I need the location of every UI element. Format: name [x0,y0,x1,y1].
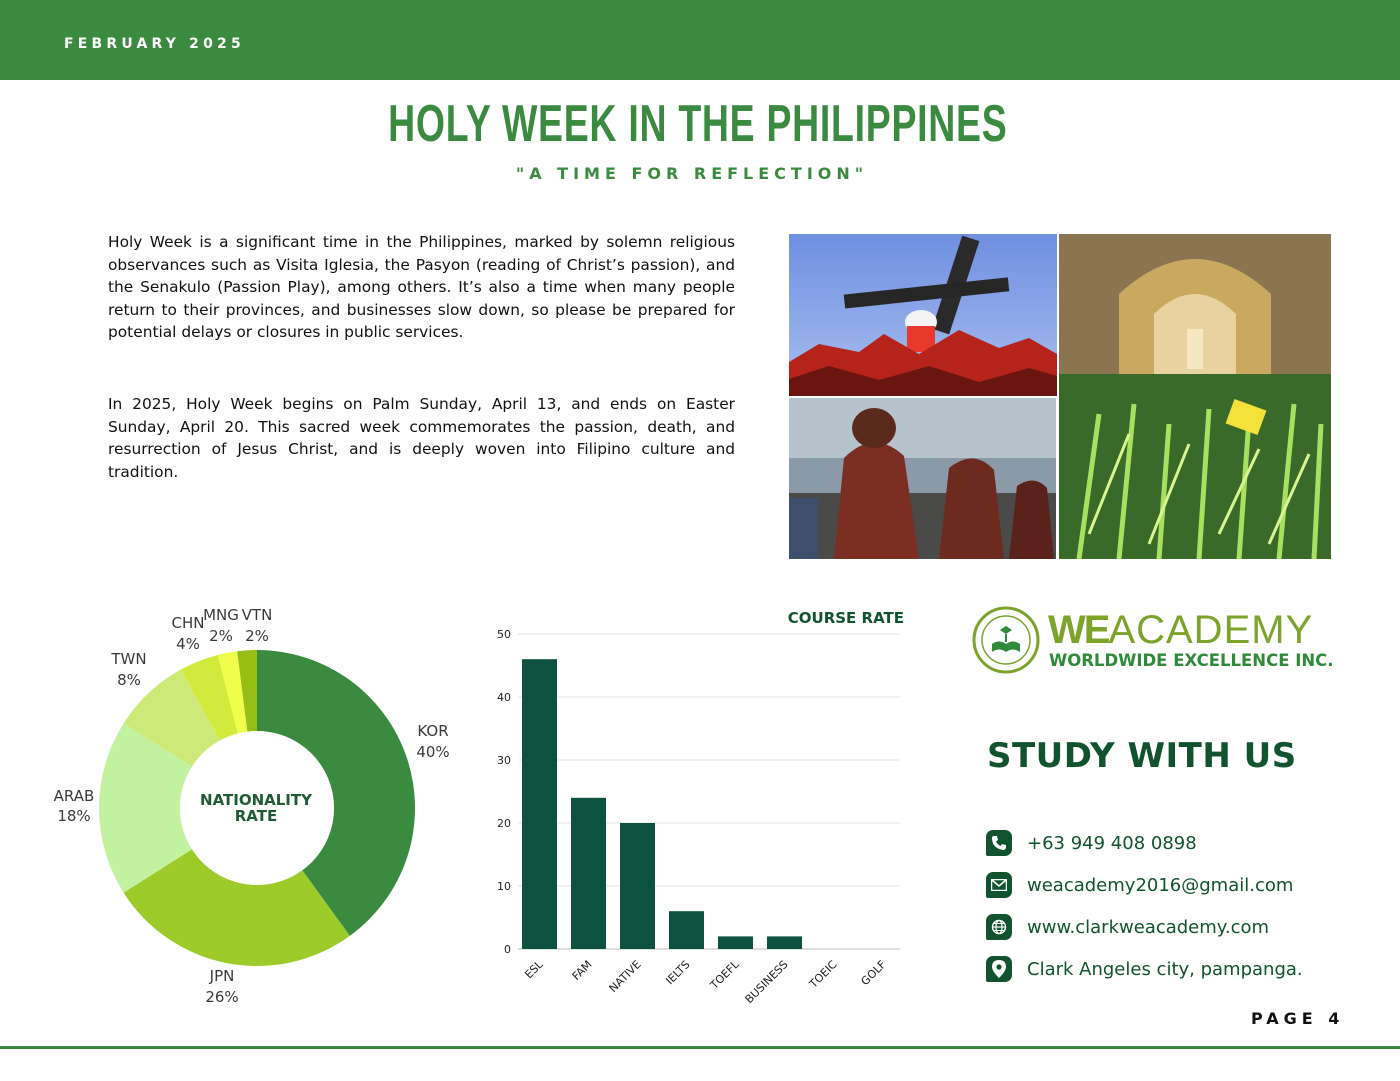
x-category-label: ESL [522,957,546,982]
pie-label-kor: KOR [417,722,449,740]
contact-phone-text: +63 949 408 0898 [1027,832,1197,854]
y-tick-label: 30 [497,754,511,767]
pie-pct-mng: 2% [209,627,233,645]
bar-business [767,936,802,949]
pie-pct-arab: 18% [57,807,91,825]
chart-title: COURSE RATE [787,609,904,627]
phone-icon [986,830,1012,856]
we-academy-logo [972,606,1342,676]
logo-wordmark [1048,608,1313,653]
contact-email[interactable] [986,871,1293,899]
contact-location-text: Clark Angeles city, pampanga. [1027,958,1303,980]
bar-esl [522,659,557,949]
pie-label-mng: MNG [203,606,239,624]
pie-pct-kor: 40% [416,743,450,761]
globe-icon [986,914,1012,940]
nationality-donut-chart [40,596,470,1016]
pie-label-chn: CHN [171,614,205,632]
y-tick-label: 10 [497,880,511,893]
pie-pct-jpn: 26% [205,988,239,1006]
logo-wordmark-rest: ACADEMY [1108,608,1314,652]
photo-collage [789,234,1331,559]
contact-location[interactable] [986,955,1303,983]
contact-phone[interactable] [986,829,1197,857]
footer-divider [0,1046,1400,1049]
x-category-label: NATIVE [606,957,644,995]
x-category-label: TOEIC [806,957,840,991]
contact-email-text: weacademy2016@gmail.com [1027,874,1294,896]
pie-label-arab: ARAB [53,787,95,805]
logo-subtitle: WORLDWIDE EXCELLENCE INC. [1049,651,1334,670]
x-category-label: BUSINESS [742,957,791,1006]
crucifixion-reenactment-photo [789,234,1057,396]
bar-toefl [718,936,753,949]
donut-center-label-line2: RATE [234,807,278,825]
mail-icon [986,872,1012,898]
y-tick-label: 20 [497,817,511,830]
pie-label-twn: TWN [111,650,147,668]
bar-fam [571,798,606,949]
location-pin-icon [986,956,1012,982]
page-subtitle: "A TIME FOR REFLECTION" [515,164,869,183]
study-with-us-heading: STUDY WITH US [987,736,1297,776]
pie-pct-vtn: 2% [245,627,269,645]
contact-website-text: www.clarkweacademy.com [1027,916,1270,938]
academy-seal-icon [972,606,1040,674]
x-category-label: IELTS [663,957,693,988]
logo-wordmark-bold: WE [1048,608,1109,652]
y-tick-label: 50 [497,628,511,641]
header-bar [0,0,1400,80]
x-category-label: FAM [569,957,595,983]
x-category-label: GOLF [858,957,889,989]
y-tick-label: 0 [504,943,511,956]
bar-native [620,823,655,949]
pie-label-jpn: JPN [209,967,235,985]
bar-ielts [669,911,704,949]
pie-label-vtn: VTN [241,606,273,624]
dates-paragraph: In 2025, Holy Week begins on Palm Sunday, April 13, and ends on Easter Sunday, April 20. This sacred week commemorates the passion, death, and resurrection of Jesus Christ, and is deeply woven into Filipino culture and tradition. [108,395,735,481]
issue-date: FEBRUARY 2025 [64,36,245,52]
page-number: PAGE 4 [1251,1009,1345,1028]
page-title: HOLY WEEK IN THE PHILIPPINES [388,95,1008,153]
donut-center-label-line1: NATIONALITY [200,791,312,809]
pie-pct-twn: 8% [117,671,141,689]
palm-sunday-church-photo [1059,234,1331,559]
pie-pct-chn: 4% [176,635,200,653]
intro-paragraph: Holy Week is a significant time in the Philippines, marked by solemn religious observances such as Visita Iglesia, the Pasyon (reading of Christ’s passion), and the Senakulo (Passion Play), among others. It’s also a time when many people return to their provinces, and businesses slow down, so please be prepared for potential delays or closures in public services. [108,233,735,341]
flagellants-procession-photo [789,398,1056,559]
y-tick-label: 40 [497,691,511,704]
x-category-label: TOEFL [707,957,742,992]
contact-website[interactable] [986,913,1269,941]
course-rate-bar-chart [470,600,920,1015]
